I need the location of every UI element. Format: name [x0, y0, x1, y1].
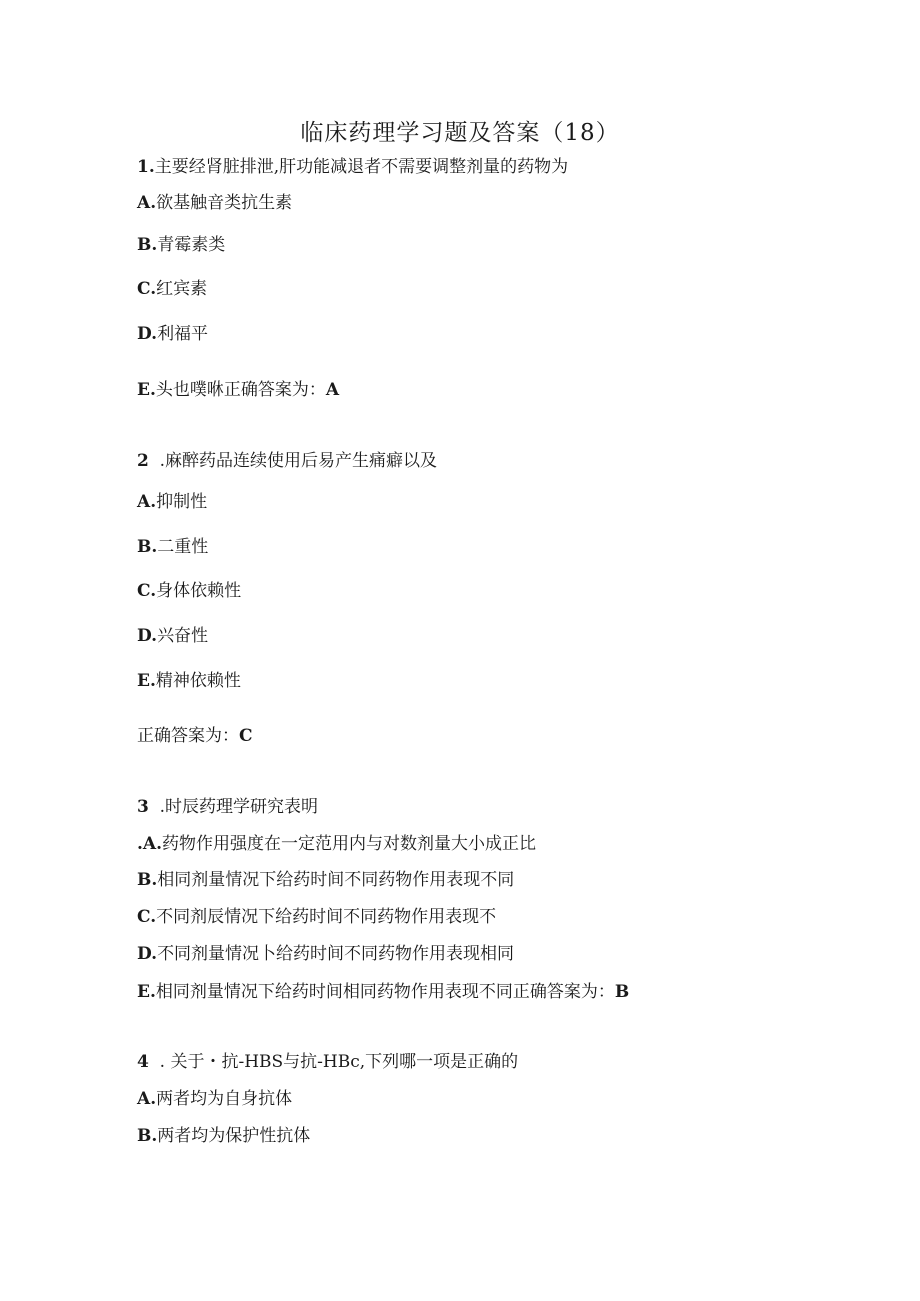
- line-text: 头也噗咻正确答案为：: [155, 380, 326, 400]
- question-1-option-b: [137, 234, 225, 256]
- line-text: 精神依赖性: [155, 671, 241, 691]
- line-prefix: 1.: [137, 157, 155, 177]
- line-text: 药物作用强度在一定范用内与对数剂量大小成正比: [162, 834, 537, 854]
- line-text: 欲基触音类抗生素: [156, 193, 293, 213]
- line-text: 身体依赖性: [156, 581, 242, 601]
- line-prefix: A.: [137, 1089, 157, 1109]
- answer-letter: B: [614, 982, 630, 1002]
- question-3-stem: [137, 796, 318, 818]
- question-1-option-a: [137, 192, 292, 214]
- question-2-option-e: [137, 670, 241, 692]
- question-3-option-b: [137, 869, 514, 891]
- question-2-option-a: [137, 491, 207, 513]
- line-prefix: B.: [137, 235, 158, 255]
- line-prefix: E.: [137, 671, 156, 691]
- question-3-option-a: [137, 833, 536, 855]
- question-4-option-b: [137, 1125, 310, 1147]
- line-prefix: C.: [137, 581, 157, 601]
- line-text: 青霉素类: [157, 235, 226, 255]
- line-text: 两者均为自身抗体: [156, 1089, 293, 1109]
- question-4-stem: [137, 1051, 518, 1073]
- answer-letter: C: [239, 726, 253, 746]
- question-2-stem: [137, 450, 437, 472]
- question-2-option-c: [137, 580, 241, 602]
- line-prefix: B.: [137, 870, 158, 890]
- line-text: .麻醉药品连续使用后易产生痛癖以及: [148, 451, 438, 471]
- line-text: 相同剂量情况下给药时间不同药物作用表现不同: [157, 870, 515, 890]
- line-text: 主要经肾脏排泄,肝功能减退者不需要调整剂量的药物为: [154, 157, 569, 177]
- question-3-option-d: [137, 943, 514, 965]
- line-prefix: D.: [137, 944, 158, 964]
- line-prefix: A.: [137, 492, 157, 512]
- line-text: 正确答案为：: [137, 726, 239, 746]
- line-prefix: B.: [137, 537, 158, 557]
- question-1-option-c: [137, 278, 207, 300]
- line-text: 相同剂量情况下给药时间相同药物作用表现不同正确答案为：: [155, 982, 615, 1002]
- line-text: 抑制性: [156, 492, 208, 512]
- question-1-option-d: [137, 323, 208, 345]
- line-text: 两者均为保护性抗体: [157, 1126, 311, 1146]
- line-text: 利福平: [157, 324, 209, 344]
- line-prefix: A.: [137, 193, 157, 213]
- line-prefix: .A.: [137, 834, 163, 854]
- line-prefix: E.: [137, 982, 156, 1002]
- line-text: 兴奋性: [157, 626, 209, 646]
- line-prefix: D.: [137, 626, 158, 646]
- line-prefix: B.: [137, 1126, 158, 1146]
- line-prefix: 2: [137, 451, 149, 471]
- question-1-option-e-answer: [137, 379, 339, 401]
- answer-letter: A: [325, 380, 340, 400]
- line-text: 二重性: [157, 537, 209, 557]
- line-text: 不同剂量情况卜给药时间不同药物作用表现相同: [157, 944, 515, 964]
- line-prefix: D.: [137, 324, 158, 344]
- page-title: 临床药理学习题及答案（18）: [300, 120, 620, 146]
- line-prefix: 3: [137, 797, 149, 817]
- line-prefix: C.: [137, 907, 157, 927]
- question-2-answer: [137, 725, 253, 747]
- line-text: .时辰药理学研究表明: [148, 797, 319, 817]
- question-4-option-a: [137, 1088, 292, 1110]
- line-text: 不同剂辰情况下给药时间不同药物作用表现不: [156, 907, 497, 927]
- line-prefix: C.: [137, 279, 157, 299]
- line-prefix: 4: [137, 1052, 149, 1072]
- question-2-option-b: [137, 536, 208, 558]
- question-1-stem: [137, 156, 568, 178]
- question-3-option-e-answer: [137, 981, 629, 1003]
- line-text: . 关于・抗-HBS与抗-HBc,下列哪一项是正确的: [148, 1052, 519, 1072]
- line-prefix: E.: [137, 380, 156, 400]
- question-2-option-d: [137, 625, 208, 647]
- question-3-option-c: [137, 906, 496, 928]
- line-text: 红宾素: [156, 279, 208, 299]
